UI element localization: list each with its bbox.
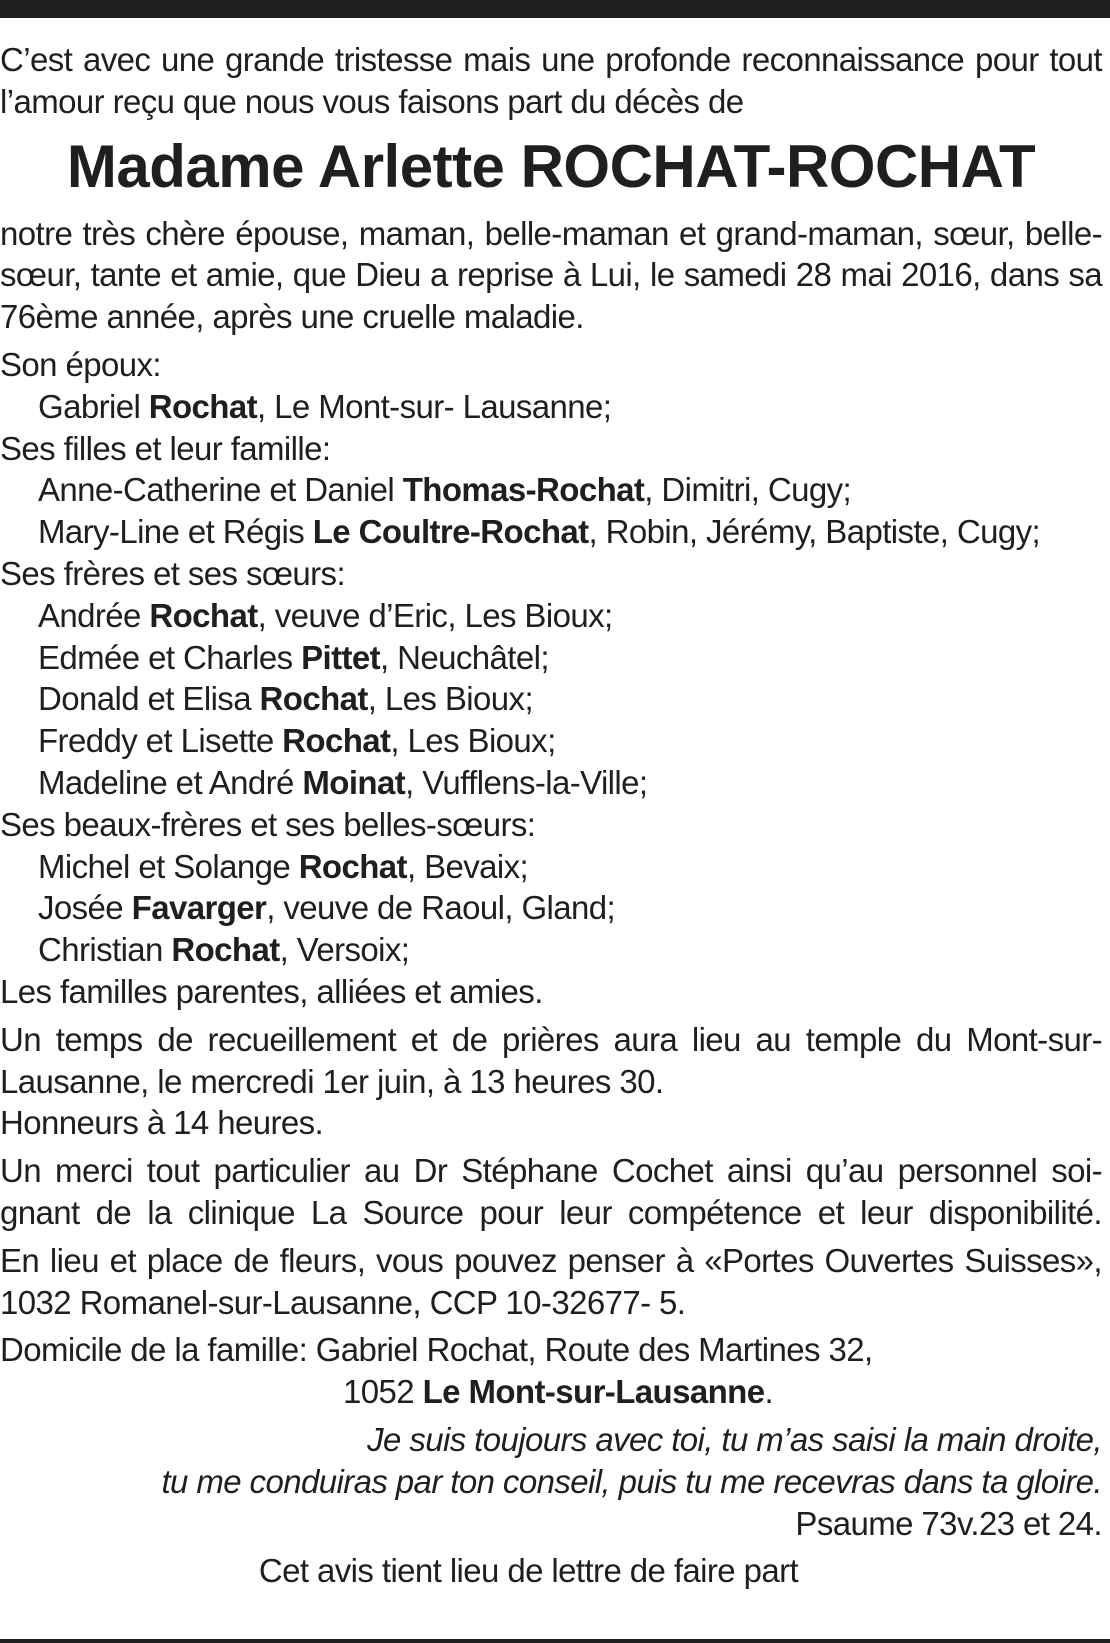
domicile-city-line: 1052 Le Mont-sur-Lausanne. <box>343 1373 774 1411</box>
honors-text: Honneurs à 14 heures. <box>0 1104 324 1142</box>
ceremony-block <box>0 1019 1102 1144</box>
family-entry: Michel et Solange Rochat, Bevaix; <box>38 847 529 885</box>
inlaws-heading: Ses beaux-frères et ses belles-sœurs: <box>0 805 536 843</box>
daughters-heading: Ses filles et leur famille: <box>0 429 331 467</box>
family-entry: Josée Favarger, veuve de Raoul, Gland; <box>38 889 616 927</box>
deceased-name: Madame Arlette ROCHAT-ROCHAT <box>66 132 1036 200</box>
obituary-notice <box>0 39 1102 1592</box>
quote-line-2: tu me conduiras par ton conseil, puis tu me recevras dans ta gloire. <box>161 1462 1102 1500</box>
bottom-rule <box>0 1639 1110 1643</box>
other-family: Les familles parentes, alliées et amies. <box>0 972 543 1010</box>
donation-text: En lieu et place de fleurs, vous pouvez penser à «Portes Ouvertes Suisses», 1032 Romanel-sur-Lausanne, CCP 10-32677- 5. <box>0 1241 1102 1321</box>
quote-line-1: Je suis toujours avec toi, tu m’as saisi la main droite, <box>367 1420 1102 1458</box>
thanks-block <box>0 1150 1102 1234</box>
thanks-line-1: Un merci tout particulier au Dr Stéphane Cochet ainsi qu’au personnel soi- <box>0 1152 1102 1190</box>
family-entry: Madeline et André Moinat, Vufflens-la-Ville; <box>38 763 648 801</box>
siblings-heading: Ses frères et ses sœurs: <box>0 554 346 592</box>
domicile-block <box>0 1329 1102 1413</box>
family-entry: Mary-Line et Régis Le Coultre-Rochat, Robin, Jérémy, Baptiste, Cugy; <box>38 513 1041 551</box>
family-list <box>0 344 1102 1013</box>
domicile-line: Domicile de la famille: Gabriel Rochat, Route des Martines 32, <box>0 1331 873 1369</box>
intro-text: C’est avec une grande tristesse mais une profonde reconnaissance pour tout l’amour reçu que nous vous faisons part du décès de <box>0 41 1102 120</box>
top-rule <box>0 0 1110 18</box>
ceremony-text: Un temps de recueillement et de prières aura lieu au temple du Mont-sur-Lausanne, le mercredi 1er juin, à 13 heures 30. <box>0 1020 1102 1100</box>
family-entry: Andrée Rochat, veuve d’Eric, Les Bioux; <box>38 596 613 634</box>
description-text: notre très chère épouse, maman, belle-maman et grand-maman, sœur, belle-sœur, tante et amie, que Dieu a reprise à Lui, le samedi 28 mai 2016, dans sa 76ème année, après une cruelle maladie. <box>0 214 1102 336</box>
psalm-quote <box>0 1419 1102 1544</box>
closing-text: Cet avis tient lieu de lettre de faire part <box>258 1552 799 1590</box>
family-entry: Donald et Elisa Rochat, Les Bioux; <box>38 680 534 718</box>
thanks-line-2: gnant de la clinique La Source pour leur compétence et leur disponibilité. <box>0 1193 1102 1231</box>
family-entry: Edmée et Charles Pittet, Neuchâtel; <box>38 638 549 676</box>
family-entry: Gabriel Rochat, Le Mont-sur- Lausanne; <box>38 387 612 425</box>
quote-source: Psaume 73v.23 et 24. <box>795 1504 1102 1542</box>
family-entry: Freddy et Lisette Rochat, Les Bioux; <box>38 722 556 760</box>
family-entry: Anne-Catherine et Daniel Thomas-Rochat, Dimitri, Cugy; <box>38 471 852 509</box>
spouse-heading: Son époux: <box>0 345 161 383</box>
family-entry: Christian Rochat, Versoix; <box>38 931 410 969</box>
